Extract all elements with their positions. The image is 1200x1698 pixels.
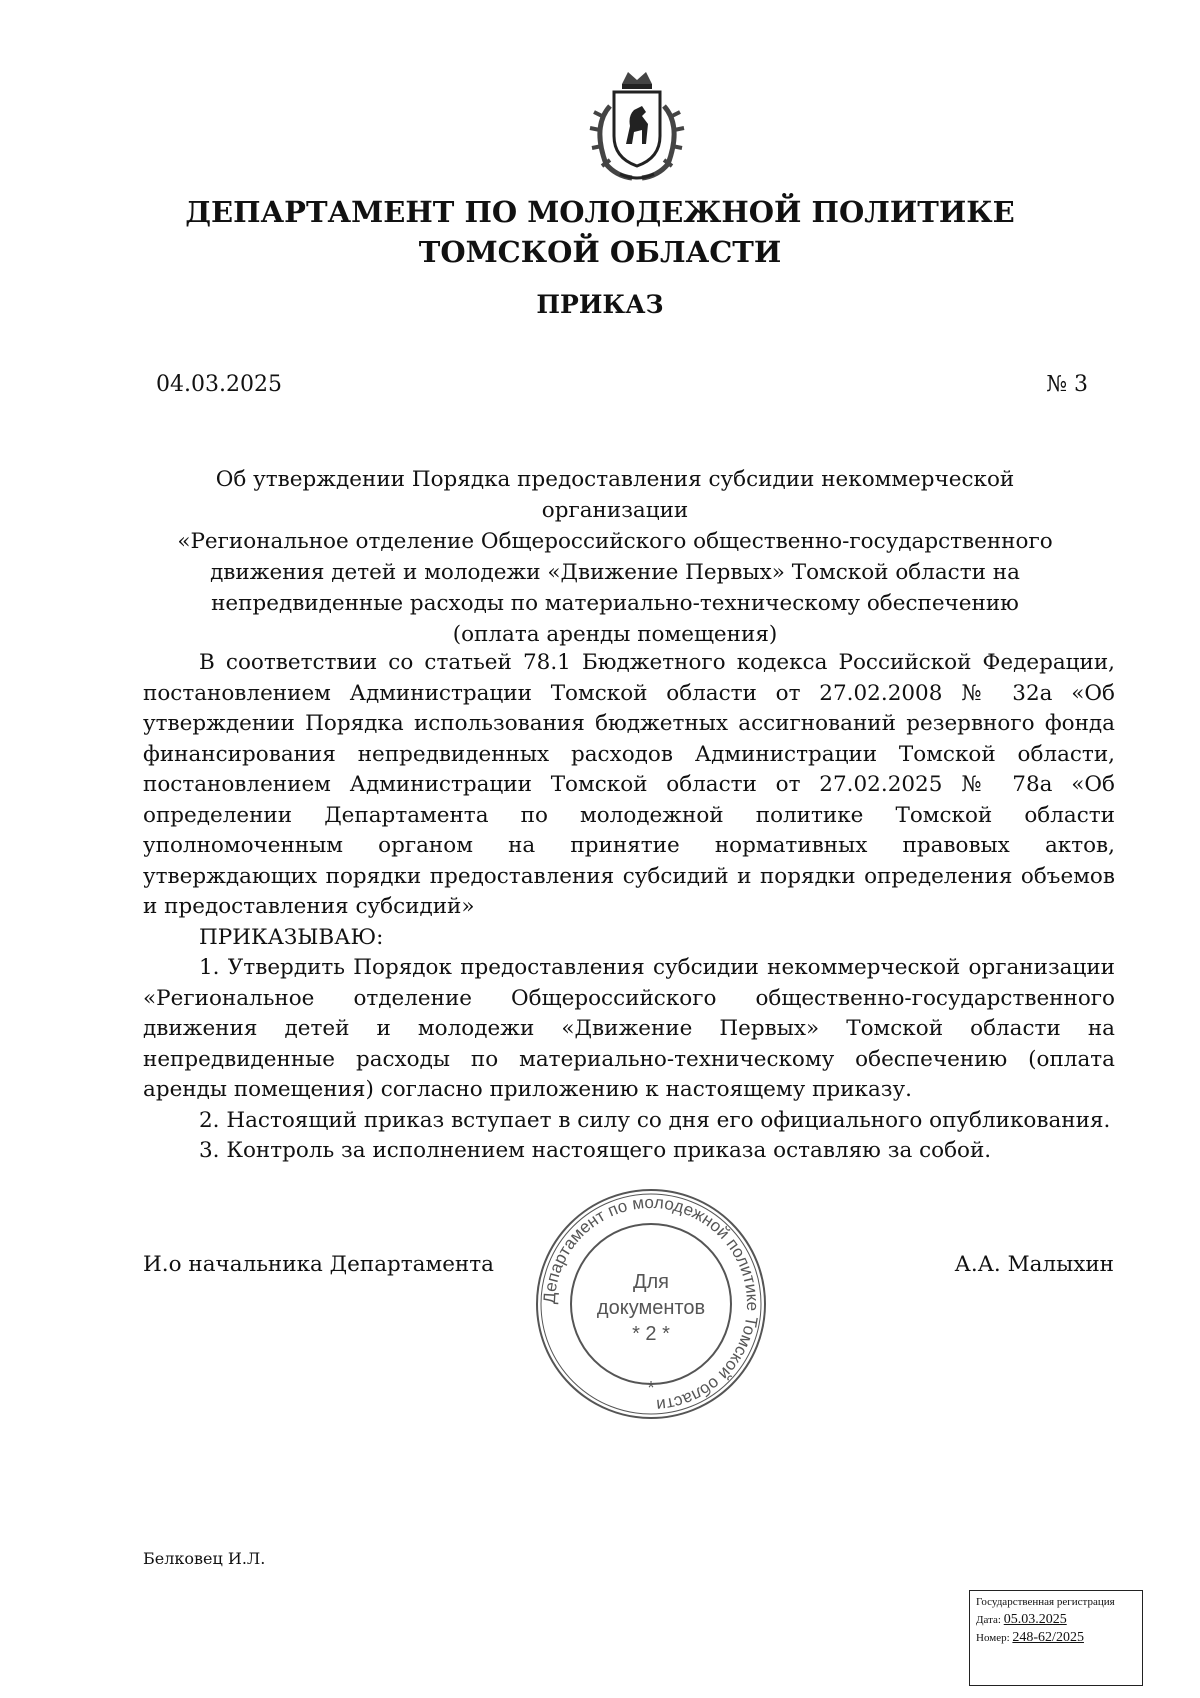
subject-line: движения детей и молодежи «Движение Первых» Томской области на	[210, 560, 1020, 585]
subject-line: Об утверждении Порядка предоставления субсидии некоммерческой организации	[215, 467, 1015, 523]
registration-date-label: Дата:	[976, 1614, 1001, 1626]
order-item: 3. Контроль за исполнением настоящего приказа оставляю за собой.	[199, 1138, 992, 1163]
subject-line: непредвиденные расходы по материально-техническому обеспечению	[211, 591, 1019, 616]
registration-number-label: Номер:	[976, 1632, 1010, 1644]
signatory-role: И.о начальника Департамента	[143, 1252, 494, 1277]
registration-date-row	[976, 1611, 1136, 1629]
preamble-paragraph: В соответствии со статьей 78.1 Бюджетного кодекса Российской Федерации, постановлением Администрации Томской области от 27.02.2008 № 32а «Об утверждении Порядка использования бюджетных ассигнований резервного фонда финансирования непредвиденных расходов Администрации Томской области, постановлением Администрации Томской области от 27.02.2025 № 78а «Об определении Департамента по молодежной политике Томской области уполномоченным органом на принятие нормативных правовых актов, утверждающих порядки предоставления субсидий и порядки определения объемов и предоставления субсидий»	[143, 650, 1115, 919]
registration-date-value: 05.03.2025	[1003, 1612, 1067, 1627]
official-seal-stamp	[533, 1186, 769, 1422]
registration-number-value: 248-62/2025	[1012, 1630, 1084, 1645]
signatory-name: А.А. Малыхин	[954, 1252, 1114, 1277]
coat-of-arms-emblem	[572, 66, 702, 184]
subject-line: (оплата аренды помещения)	[452, 622, 778, 647]
seal-center-line2: документов	[596, 1297, 706, 1319]
order-directive-word: ПРИКАЗЫВАЮ:	[199, 924, 384, 950]
subject-line: «Региональное отделение Общероссийского общественно-государственного	[177, 529, 1053, 554]
seal-bottom-star: *	[647, 1378, 655, 1398]
registration-title: Государственная регистрация	[976, 1596, 1115, 1608]
seal-ring-text: Департамент по молодежной политике Томской области	[539, 1192, 763, 1415]
order-date: 04.03.2025	[156, 372, 282, 397]
department-name-line1: ДЕПАРТАМЕНТ ПО МОЛОДЕЖНОЙ ПОЛИТИКЕ	[185, 195, 1015, 229]
registration-box	[969, 1590, 1143, 1686]
registration-number-row	[976, 1629, 1136, 1647]
seal-center-number: * 2 *	[632, 1323, 670, 1345]
executor-name: Белковец И.Л.	[143, 1549, 266, 1568]
department-name-line2: ТОМСКОЙ ОБЛАСТИ	[418, 235, 782, 269]
order-number: № 3	[1046, 372, 1088, 397]
order-body	[143, 648, 1115, 1167]
seal-center-line1: Для	[632, 1271, 670, 1293]
document-type-heading: ПРИКАЗ	[536, 290, 664, 319]
order-subject	[140, 464, 1090, 650]
order-item: 2. Настоящий приказ вступает в силу со дня его официального опубликования.	[199, 1107, 1111, 1133]
order-item: 1. Утвердить Порядок предоставления субсидии некоммерческой организации «Региональное отделение Общероссийского общественно-государственного движения детей и молодежи «Движение Первых» Томской области на непредвиденные расходы по материально-техническому обеспечению (оплата аренды помещения) согласно приложению к настоящему приказу.	[143, 955, 1115, 1102]
